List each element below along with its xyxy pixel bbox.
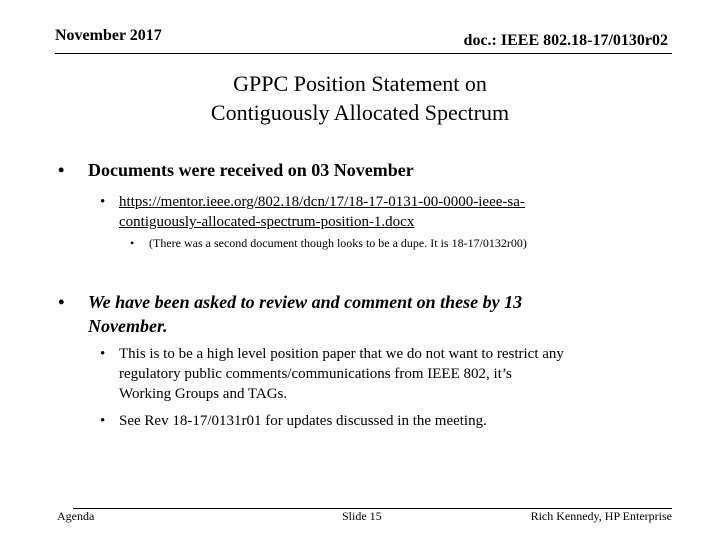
bullet-text: (There was a second document though looks to be a dupe. It is 18-17/0132r00) (149, 236, 527, 250)
slide-title-line-2: Contiguously Allocated Spectrum (210, 100, 510, 125)
header-divider (55, 53, 672, 54)
bullet-text-line-1: This is to be a high level position paper that we do not want to restrict any (119, 346, 564, 362)
document-link[interactable] (119, 192, 525, 232)
bullet-text-line-2: regulatory public comments/communications from IEEE 802, it’s (119, 366, 512, 382)
bullet-dot-icon: • (100, 413, 106, 429)
footer-author: Rich Kennedy, HP Enterprise (530, 509, 672, 523)
bullet-dot-icon: • (58, 292, 65, 312)
header-date: November 2017 (55, 27, 162, 44)
footer-agenda: Agenda (57, 509, 95, 523)
bullet-text (119, 344, 564, 404)
header-doc-id: doc.: IEEE 802.18-17/0130r02 (463, 32, 668, 49)
bullet-dot-icon: • (100, 346, 106, 362)
bullet-text (88, 290, 522, 338)
bullet-text-line-2: November. (88, 316, 168, 336)
document-link-line-1[interactable]: https://mentor.ieee.org/802.18/dcn/17/18-17-0131-00-0000-ieee-sa- (119, 194, 525, 210)
slide-title-line-1: GPPC Position Statement on (233, 71, 487, 96)
bullet-dot-icon: • (100, 194, 106, 210)
bullet-text-line-1: We have been asked to review and comment on these by 13 (88, 292, 523, 312)
bullet-text-line-3: Working Groups and TAGs. (119, 386, 288, 402)
document-link-line-2[interactable]: contiguously-allocated-spectrum-position-1.docx (119, 214, 415, 230)
bullet-text: Documents were received on 03 November (88, 160, 414, 180)
bullet-text: See Rev 18-17/0131r01 for updates discussed in the meeting. (119, 413, 487, 429)
bullet-dot-icon: • (58, 160, 65, 180)
slide-title (0, 69, 720, 127)
footer-slide-number: Slide 15 (342, 509, 382, 523)
bullet-dot-icon: • (130, 236, 135, 250)
